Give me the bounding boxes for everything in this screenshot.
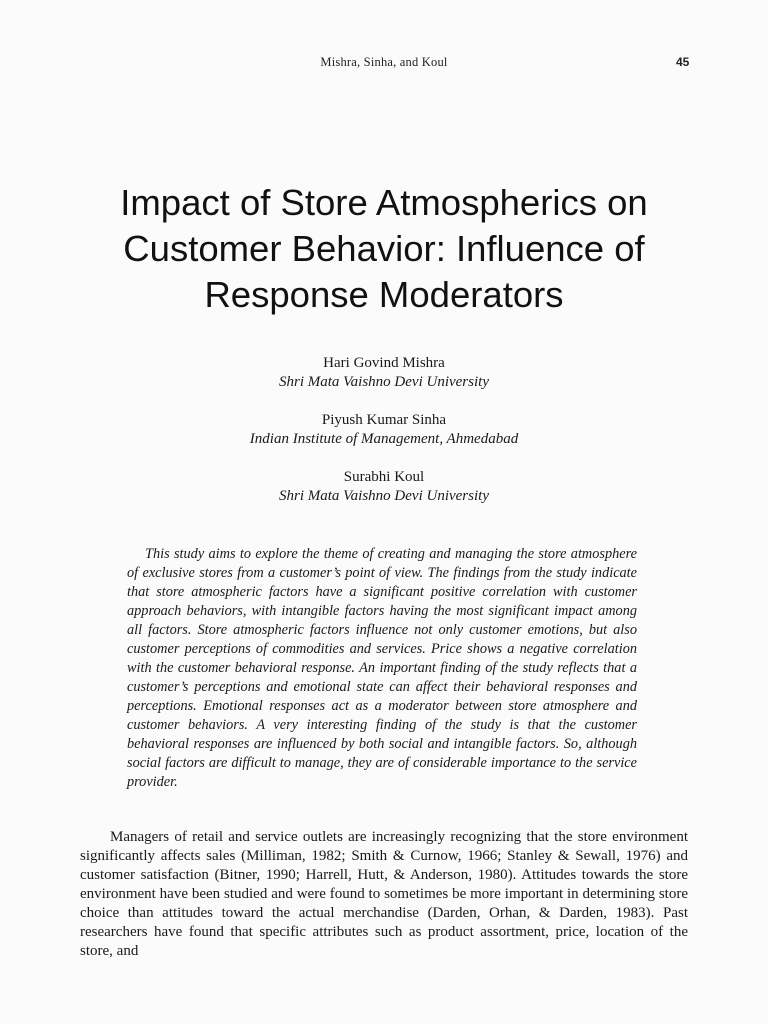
author-name: Hari Govind Mishra: [323, 355, 445, 371]
author-name: Surabhi Koul: [343, 469, 425, 485]
author-affiliation: Shri Mata Vaishno Devi University: [279, 488, 489, 504]
article-title: Impact of Store Atmospherics on Customer Behavior: Influence of Response Moderators: [120, 182, 648, 315]
abstract: This study aims to explore the theme of creating and managing the store atmosphere of exclusive stores from a customer’s point of view. The findings from the study indicate that store atmospheric factors have a significant positive correlation with customer approach behaviors, with intangible factors having the most significant impact among all factors. Store atmospheric factors influence not only customer emotions, but also customer perceptions of commodities and services. Price shows a negative correlation with the customer behavioral response. An important finding of the study reflects that a customer’s perceptions and emotional state can affect their behavioral responses and perceptions. Emotional responses act as a moderator between store atmosphere and customer behaviors. A very interesting finding of the study is that the customer behavioral responses are influenced by both social and intangible factors. So, although social factors are difficult to manage, they are of considerable importance to the service provider.: [127, 546, 637, 790]
author-affiliation: Indian Institute of Management, Ahmedabad: [249, 431, 519, 447]
page-number: 45: [676, 55, 690, 69]
author-block: [0, 468, 768, 506]
author-affiliation: Shri Mata Vaishno Devi University: [279, 374, 489, 390]
running-head: Mishra, Sinha, and Koul: [320, 55, 448, 69]
body-paragraph: Managers of retail and service outlets are increasingly recognizing that the store environment significantly affects sales (Milliman, 1982; Smith & Curnow, 1966; Stanley & Sewall, 1976) and customer satisfaction (Bitner, 1990; Harrell, Hutt, & Anderson, 1980). Attitudes towards the store environment have been studied and were found to sometimes be more important in determining store choice than attitudes toward the actual merchandise (Darden, Orhan, & Darden, 1983). Past researchers have found that specific attributes such as product assortment, price, location of the store, and: [80, 829, 688, 959]
author-name: Piyush Kumar Sinha: [321, 412, 447, 428]
author-block: [0, 411, 768, 449]
author-block: [0, 354, 768, 392]
